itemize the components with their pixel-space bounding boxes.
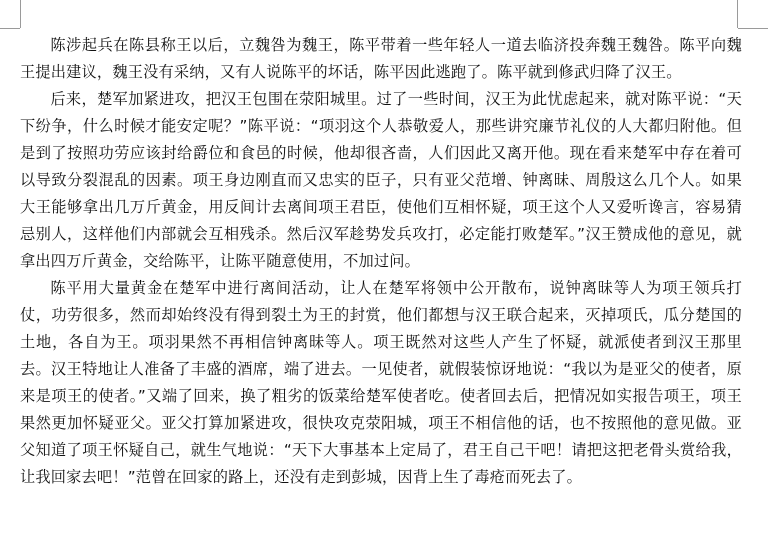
paragraph-1: 陈涉起兵在陈县称王以后，立魏咎为魏王，陈平带着一些年轻人一道去临济投奔魏王魏咎。陈平向魏王提出建议，魏王没有采纳，又有人说陈平的坏话，陈平因此逃跑了。陈平就到修武归降了汉王。 [20,36,742,81]
paragraph-3: 陈平用大量黄金在楚军中进行离间活动，让人在楚军将领中公开散布，说钟离昧等人为项王领兵打仗，功劳很多，然而却始终没有得到裂土为王的封赏，他们都想与汉王联合起来，灭掉项氏，瓜分楚国的土地，各自为王。项羽果然不再相信钟离昧等人。项王既然对这些人产生了怀疑，就派使者到汉王那里去。汉王特地让人准备了丰盛的酒席，端了进去。一见使者，就假装惊讶地说：“我以为是亚父的使者，原来是项王的使者。”又端了回来，换了粗劣的饭菜给楚军使者吃。使者回去后，把情况如实报告项王，项王果然更加怀疑亚父。亚父打算加紧进攻，很快攻克荥阳城，项王不相信他的话，也不按照他的意见做。亚父知道了项王怀疑自己，就生气地说：“天下大事基本上定局了，君王自己干吧！请把这把老骨头赏给我，让我回家去吧！”范曾在回家的路上，还没有走到彭城，因背上生了毒疮而死去了。 [20,279,742,486]
crop-mark-top-left-vertical [20,0,21,28]
document-body [20,32,742,491]
paragraph-2: 后来，楚军加紧进攻，把汉王包围在荥阳城里。过了一些时间，汉王为此忧虑起来，就对陈平说：“天下纷争，什么时候才能安定呢？”陈平说：“项羽这个人恭敬爱人，那些讲究廉节礼仪的人大都归附他。但是到了按照功劳应该封给爵位和食邑的时候，他却很吝啬，人们因此又离开他。现在看来楚军中存在着可以导致分裂混乱的因素。项王身边刚直而又忠实的臣子，只有亚父范增、钟离昧、周殷这么几个人。如果大王能够拿出几万斤黄金，用反间计去离间项王君臣，使他们互相怀疑，项王这个人又爱听谗言，容易猜忌别人，这样他们内部就会互相残杀。然后汉军趁势发兵攻打，必定能打败楚军。”汉王赞成他的意见，就拿出四万斤黄金，交给陈平，让陈平随意使用，不加过问。 [20,90,742,270]
crop-mark-top-right-horizontal [738,28,768,29]
crop-mark-top-left-horizontal [0,28,20,29]
crop-mark-top-right-vertical [737,0,738,28]
